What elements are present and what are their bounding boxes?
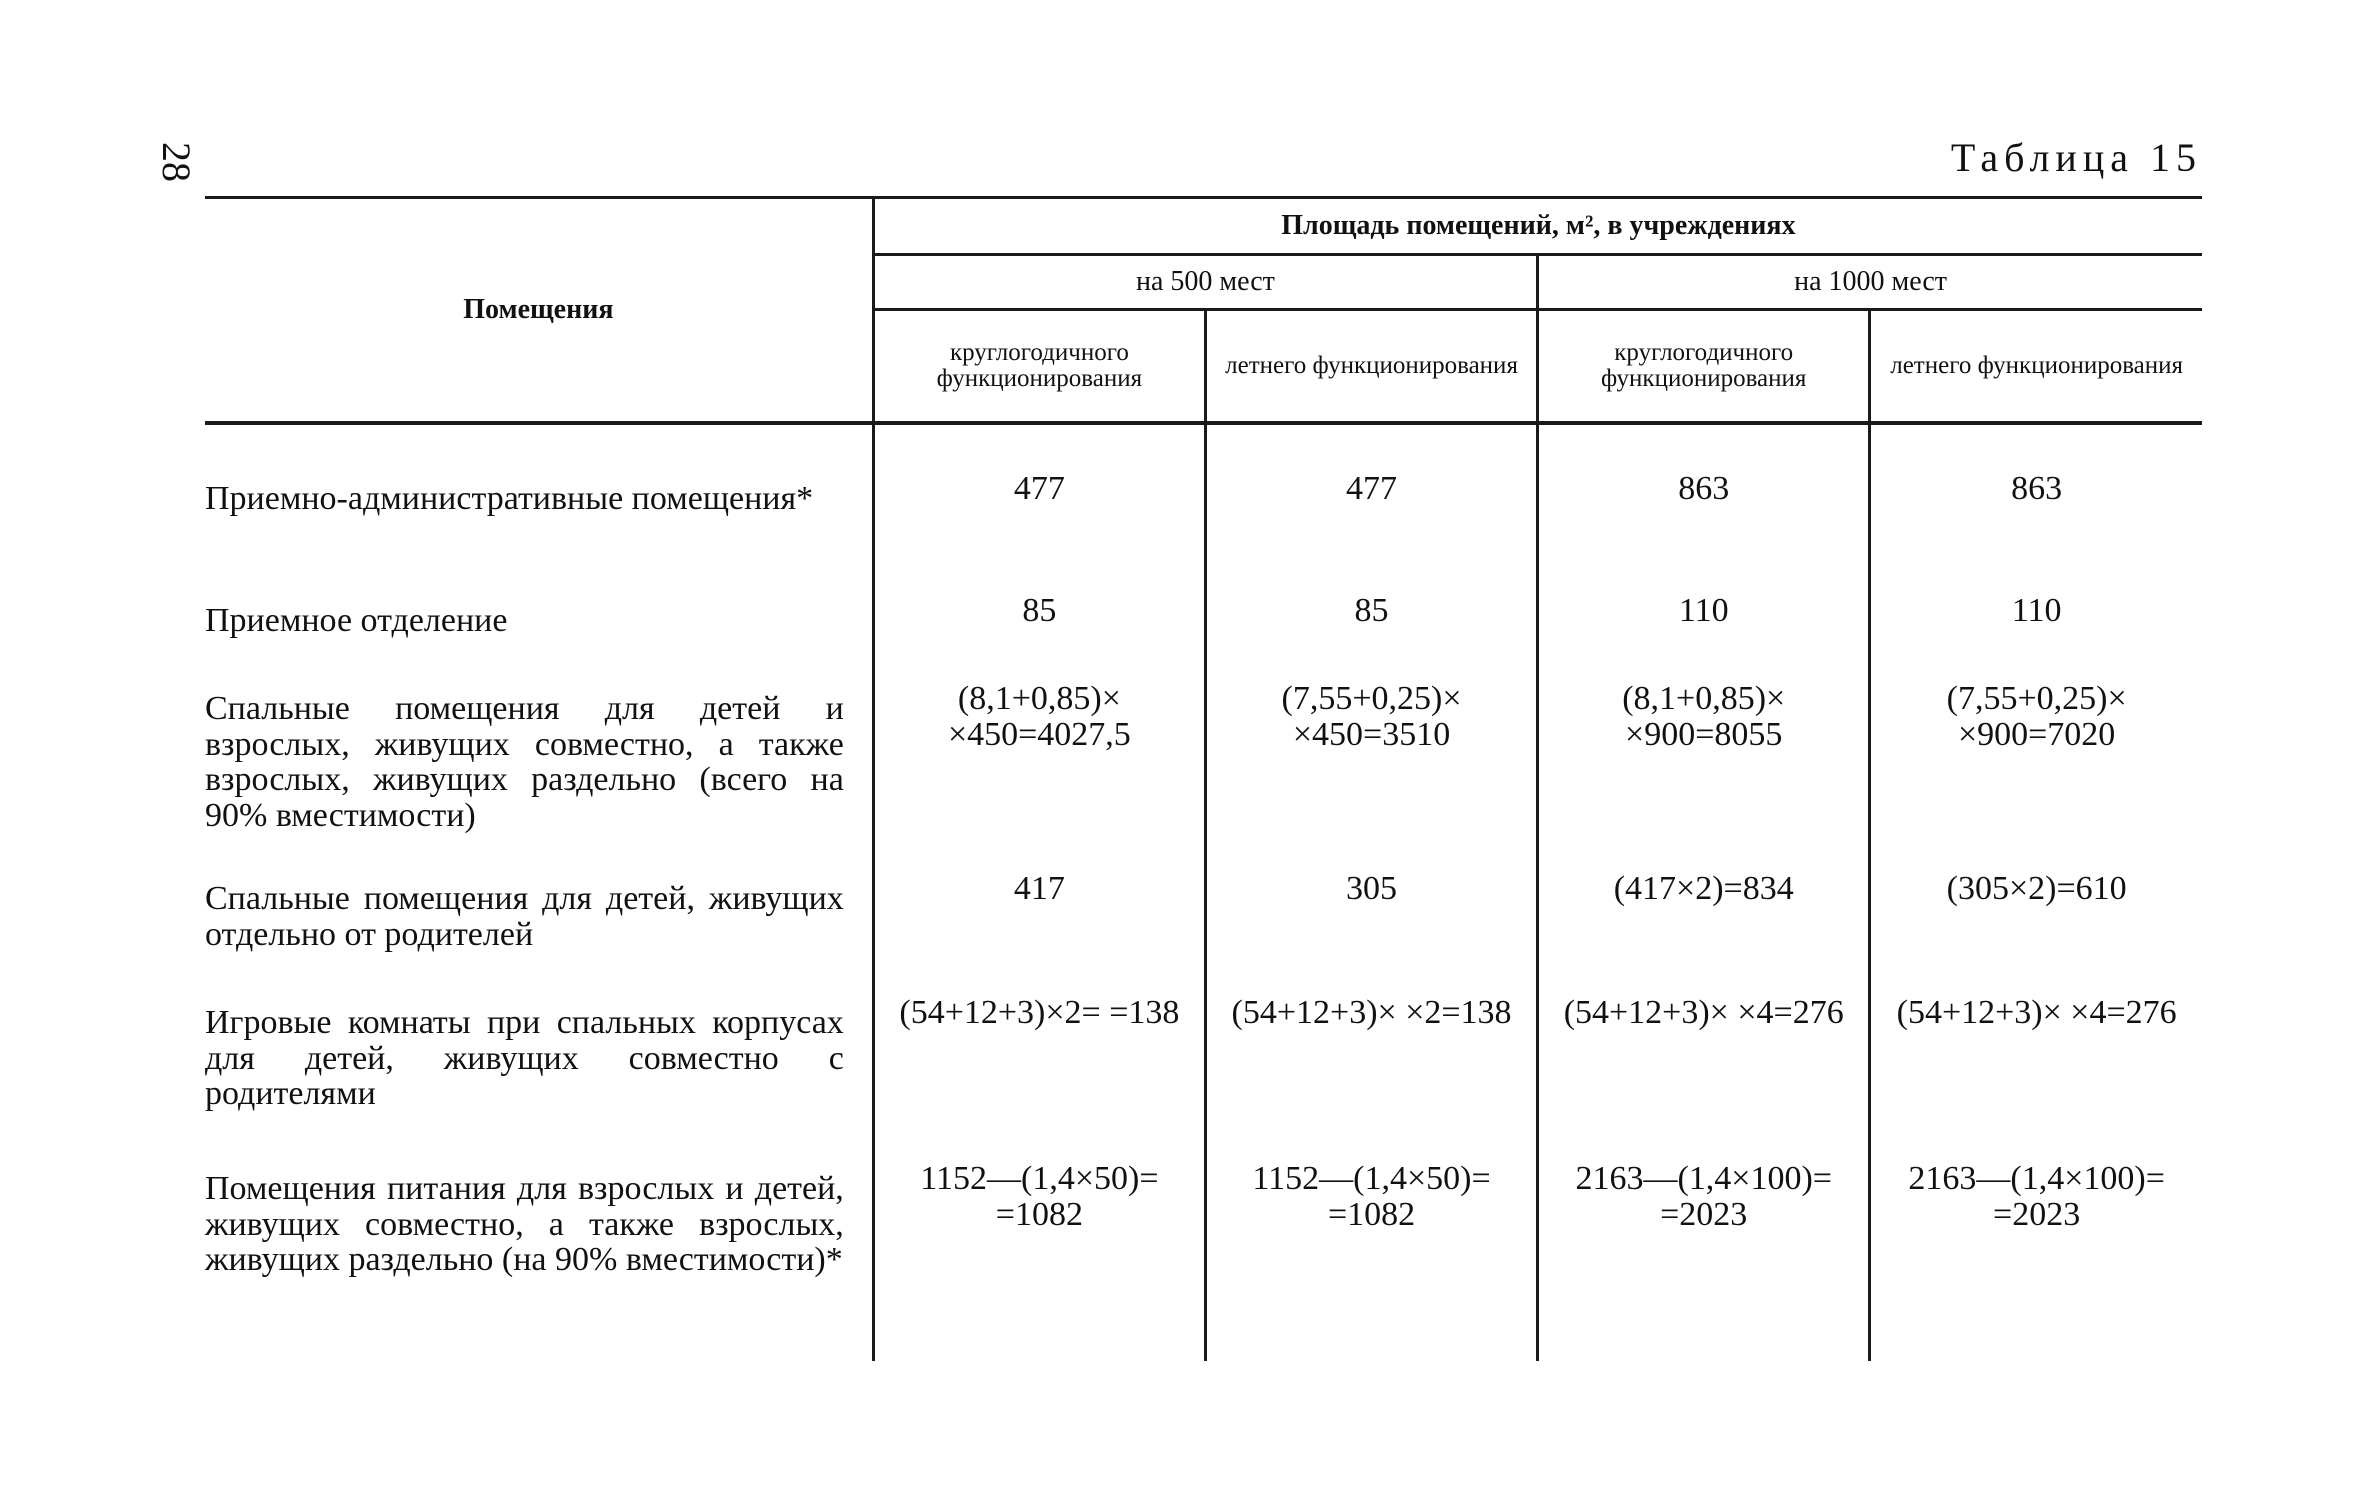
table-cell: 305: [1205, 871, 1537, 995]
table-cell: 110: [1538, 593, 1870, 681]
subheader-1000-year-round: круглогодичного функционирования: [1538, 310, 1870, 424]
table-spacer-row: [205, 423, 2202, 471]
table-cell: 863: [2011, 470, 2063, 507]
table-cell: 477: [1205, 471, 1537, 593]
table-row: [205, 1161, 2202, 1361]
row-label: Спальные помещения для детей, живущих отдельно от родителей: [205, 871, 873, 995]
table-cell: 1152—(1,4×50)= =1082: [873, 1161, 1205, 1361]
table-cell: 1152—(1,4×50)= =1082: [1205, 1161, 1537, 1361]
table-cell: 110: [2011, 592, 2062, 629]
table-cell: (54+12+3)× ×4=276: [1538, 995, 1870, 1161]
table-cell: (54+12+3)× ×2=138: [1205, 995, 1537, 1161]
page-number: 28: [154, 142, 199, 182]
column-header-area: Площадь помещений, м², в учреждениях: [873, 198, 2202, 255]
table-cell: (7,55+0,25)× ×450=3510: [1205, 681, 1537, 871]
table-cell: (7,55+0,25)× ×900=7020: [1946, 680, 2127, 753]
table-cell: 863: [1538, 471, 1870, 593]
table-cell: 2163—(1,4×100)= =2023: [1538, 1161, 1870, 1361]
table-row: [205, 995, 2202, 1161]
table-row: [205, 593, 2202, 681]
subheader-1000-summer: летнего функционирования: [1870, 310, 2202, 424]
group-header-1000: на 1000 мест: [1538, 255, 2202, 310]
row-label: Помещения питания для взрослых и детей, живущих совместно, а также взрослых, живущих раздельно (на 90% вместимости)*: [205, 1161, 873, 1361]
table-cell: 85: [1205, 593, 1537, 681]
table-row: [205, 471, 2202, 593]
row-label: Приемное отделение: [205, 593, 873, 681]
table-cell: (8,1+0,85)× ×900=8055: [1538, 681, 1870, 871]
row-label: Игровые комнаты при спальных корпусах для детей, живущих совместно с родителями: [205, 995, 873, 1161]
table-cell: 417: [873, 871, 1205, 995]
data-table: [205, 196, 2202, 1361]
subheader-500-summer: летнего функционирования: [1205, 310, 1537, 424]
group-header-500: на 500 мест: [873, 255, 1537, 310]
table-container: [205, 196, 2202, 1361]
column-header-rooms: Помещения: [205, 198, 873, 424]
table-row: [205, 871, 2202, 995]
table-cell: (417×2)=834: [1538, 871, 1870, 995]
table-row: [205, 681, 2202, 871]
table-cell: 477: [873, 471, 1205, 593]
table-title: Таблица 15: [1950, 135, 2202, 180]
row-label: Спальные помещения для детей и взрослых, живущих совместно, а также взрослых, живущих раздельно (всего на 90% вместимости): [205, 681, 873, 871]
table-cell: (8,1+0,85)× ×450=4027,5: [873, 681, 1205, 871]
table-cell: (305×2)=610: [1946, 870, 2127, 907]
table-cell: (54+12+3)× ×4=276: [1896, 994, 2177, 1031]
row-label: Приемно-административные помещения*: [205, 471, 873, 593]
table-cell: 85: [873, 593, 1205, 681]
table-cell: 2163—(1,4×100)= =2023: [1908, 1160, 2165, 1233]
table-cell: (54+12+3)×2= =138: [873, 995, 1205, 1161]
subheader-500-year-round: круглогодичного функционирования: [873, 310, 1205, 424]
